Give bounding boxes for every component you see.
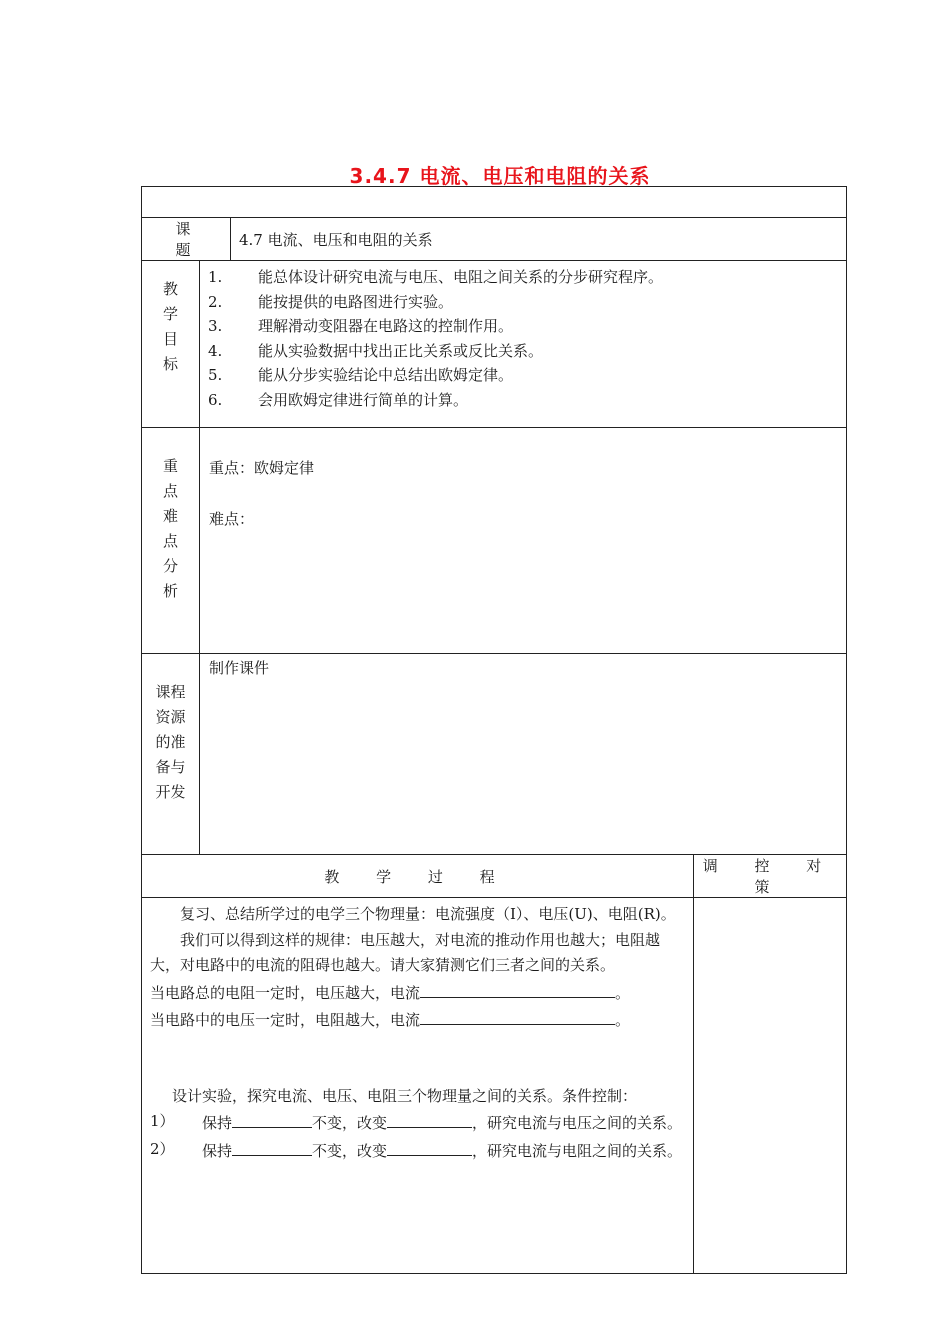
condition-item: 1） 保持 不变，改变 ，研究电流与电压之间的关系。 xyxy=(150,1109,687,1137)
resources-text: 制作课件 xyxy=(209,659,270,677)
objectives-row xyxy=(142,261,847,428)
answer-blank[interactable] xyxy=(387,1109,472,1128)
answer-blank[interactable] xyxy=(387,1137,472,1156)
answer-blank[interactable] xyxy=(420,1006,615,1025)
answer-blank[interactable] xyxy=(232,1137,312,1156)
fill-blank-line: 当电路中的电压一定时，电阻越大，电流 。 xyxy=(150,1006,687,1034)
objective-item: 6. 会用欧姆定律进行简单的计算。 xyxy=(208,390,469,409)
objective-item: 1. 能总体设计研究电流与电压、电阻之间关系的分步研究程序。 xyxy=(208,268,664,286)
process-paragraph: 设计实验，探究电流、电压、电阻三个物理量之间的关系。条件控制： xyxy=(172,1086,638,1105)
document-title: 3.4.7 电流、电压和电阻的关系 xyxy=(349,164,651,188)
resources-content xyxy=(200,654,847,855)
key-points-content xyxy=(200,428,847,654)
objective-item: 3. 理解滑动变阻器在电路这的控制作用。 xyxy=(208,317,514,335)
resources-row xyxy=(142,654,847,855)
resources-label: 课程 资源 的准 备与 开发 xyxy=(142,654,200,855)
strategy-content xyxy=(694,898,847,1274)
condition-item: 2） 保持 不变，改变 ，研究电流与电阻之间的关系。 xyxy=(150,1137,687,1165)
strategy-header: 调 控 对 策 xyxy=(694,855,847,898)
answer-blank[interactable] xyxy=(420,979,615,998)
topic-label: 课 题 xyxy=(142,218,231,261)
difficult-point-text: 难点： xyxy=(209,510,255,528)
blank-row xyxy=(142,187,847,218)
objective-item: 4. 能从实验数据中找出正比关系或反比关系。 xyxy=(208,341,544,360)
topic-text: 4.7 电流、电压和电阻的关系 xyxy=(231,218,847,261)
process-content xyxy=(142,898,694,1274)
process-header-row xyxy=(142,855,847,898)
objective-item: 2. 能按提供的电路图进行实验。 xyxy=(208,292,454,311)
objective-item: 5. 能从分步实验结论中总结出欧姆定律。 xyxy=(208,366,514,384)
process-row xyxy=(142,898,847,1274)
process-paragraph: 我们可以得到这样的规律：电压越大，对电流的推动作用也越大；电阻越大，对电路中的电流的阻碍也越大。请大家猜测它们三者之间的关系。 xyxy=(150,930,661,974)
process-header: 教 学 过 程 xyxy=(142,855,694,898)
objectives-content xyxy=(200,261,847,428)
topic-row xyxy=(142,218,847,261)
fill-blank-line: 当电路总的电阻一定时，电压越大，电流 。 xyxy=(150,979,687,1007)
process-paragraph: 复习、总结所学过的电学三个物理量：电流强度（I）、电压(U)、电阻(R)。 xyxy=(180,905,676,923)
objectives-label: 教 学 目 标 xyxy=(142,261,200,428)
answer-blank[interactable] xyxy=(232,1109,312,1128)
key-point-text: 重点：欧姆定律 xyxy=(209,459,315,477)
key-points-row xyxy=(142,428,847,654)
lesson-plan-table xyxy=(141,186,846,1274)
key-points-label: 重 点 难 点 分 析 xyxy=(142,428,200,654)
